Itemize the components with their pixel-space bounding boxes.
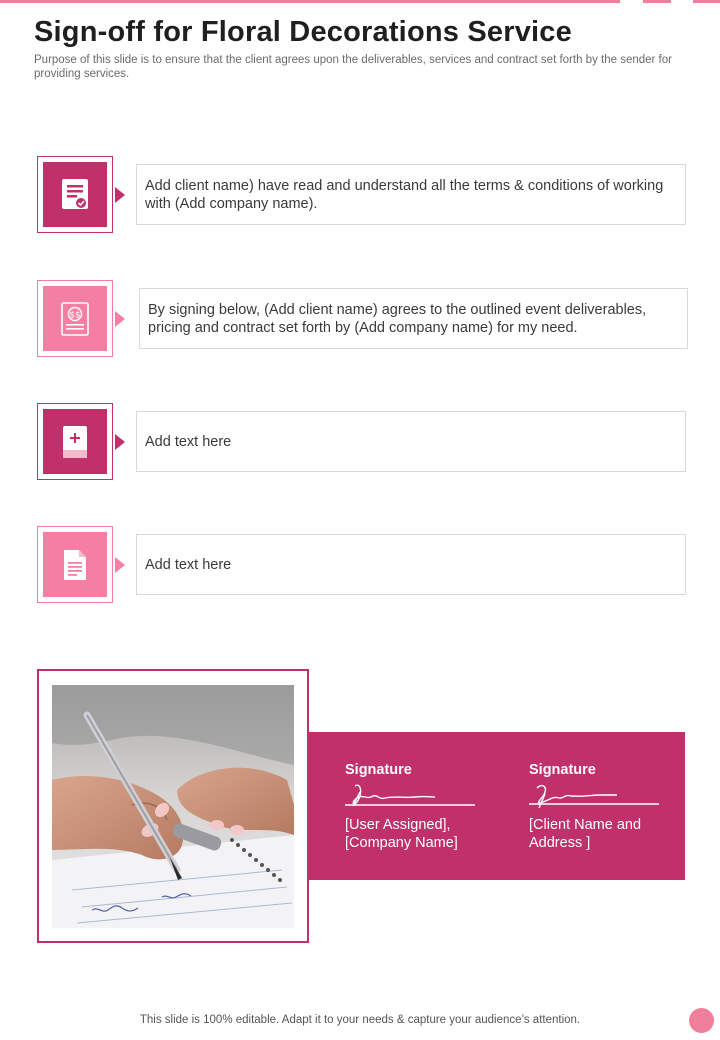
list-item (37, 526, 689, 604)
item-text-box (136, 534, 686, 595)
footer-note: This slide is 100% editable. Adapt it to your needs & capture your audience’s attention. (139, 1014, 581, 1026)
icon-frame (37, 403, 113, 480)
item-text: Add client name) have read and understand all the terms & conditions of working with (Add company name). (145, 177, 664, 212)
document-lines-icon (43, 532, 107, 597)
signature-label: Signature (529, 762, 596, 778)
signature-label: Signature (345, 762, 412, 778)
signature-banner (309, 732, 685, 880)
list-item (37, 403, 689, 481)
top-accent-segment (693, 0, 720, 3)
item-text-box (136, 411, 686, 472)
top-accent-segment (643, 0, 671, 3)
list-item (37, 156, 689, 234)
signature-scribble-icon (529, 780, 679, 810)
signature-client: [Client Name and Address ] (529, 817, 642, 851)
medical-book-icon (43, 409, 107, 474)
item-text-box (139, 288, 688, 349)
writing-hand-photo (52, 685, 294, 928)
item-text: Add text here (145, 556, 232, 573)
page-title: Sign-off for Floral Decorations Service (34, 16, 572, 48)
icon-frame (37, 156, 113, 233)
signature-scribble-icon (345, 780, 495, 810)
certificate-document-icon (43, 162, 107, 227)
pointer-arrow (115, 434, 125, 450)
icon-frame (37, 280, 113, 357)
page-subtitle: Purpose of this slide is to ensure that the client agrees upon the deliverables, services and contract set forth by the sender for providing services. (34, 54, 672, 80)
top-accent-line (0, 0, 620, 3)
pointer-arrow (115, 557, 125, 573)
svg-text:$$: $$ (69, 310, 81, 320)
pointer-arrow (115, 187, 125, 203)
signature-block-user (345, 762, 495, 852)
signature-assignee: [User Assigned], [Company Name] (345, 817, 458, 851)
invoice-dollar-icon (43, 286, 107, 351)
pointer-arrow (115, 311, 125, 327)
item-text: Add text here (145, 433, 232, 450)
signature-block-client (529, 762, 679, 852)
photo-frame (37, 669, 309, 943)
list-item (37, 280, 689, 358)
icon-frame (37, 526, 113, 603)
corner-dot (689, 1008, 714, 1033)
item-text: By signing below, (Add client name) agrees to the outlined event deliverables, pricing and contract set forth by (Add company name) for my need. (148, 301, 647, 336)
item-text-box (136, 164, 686, 225)
